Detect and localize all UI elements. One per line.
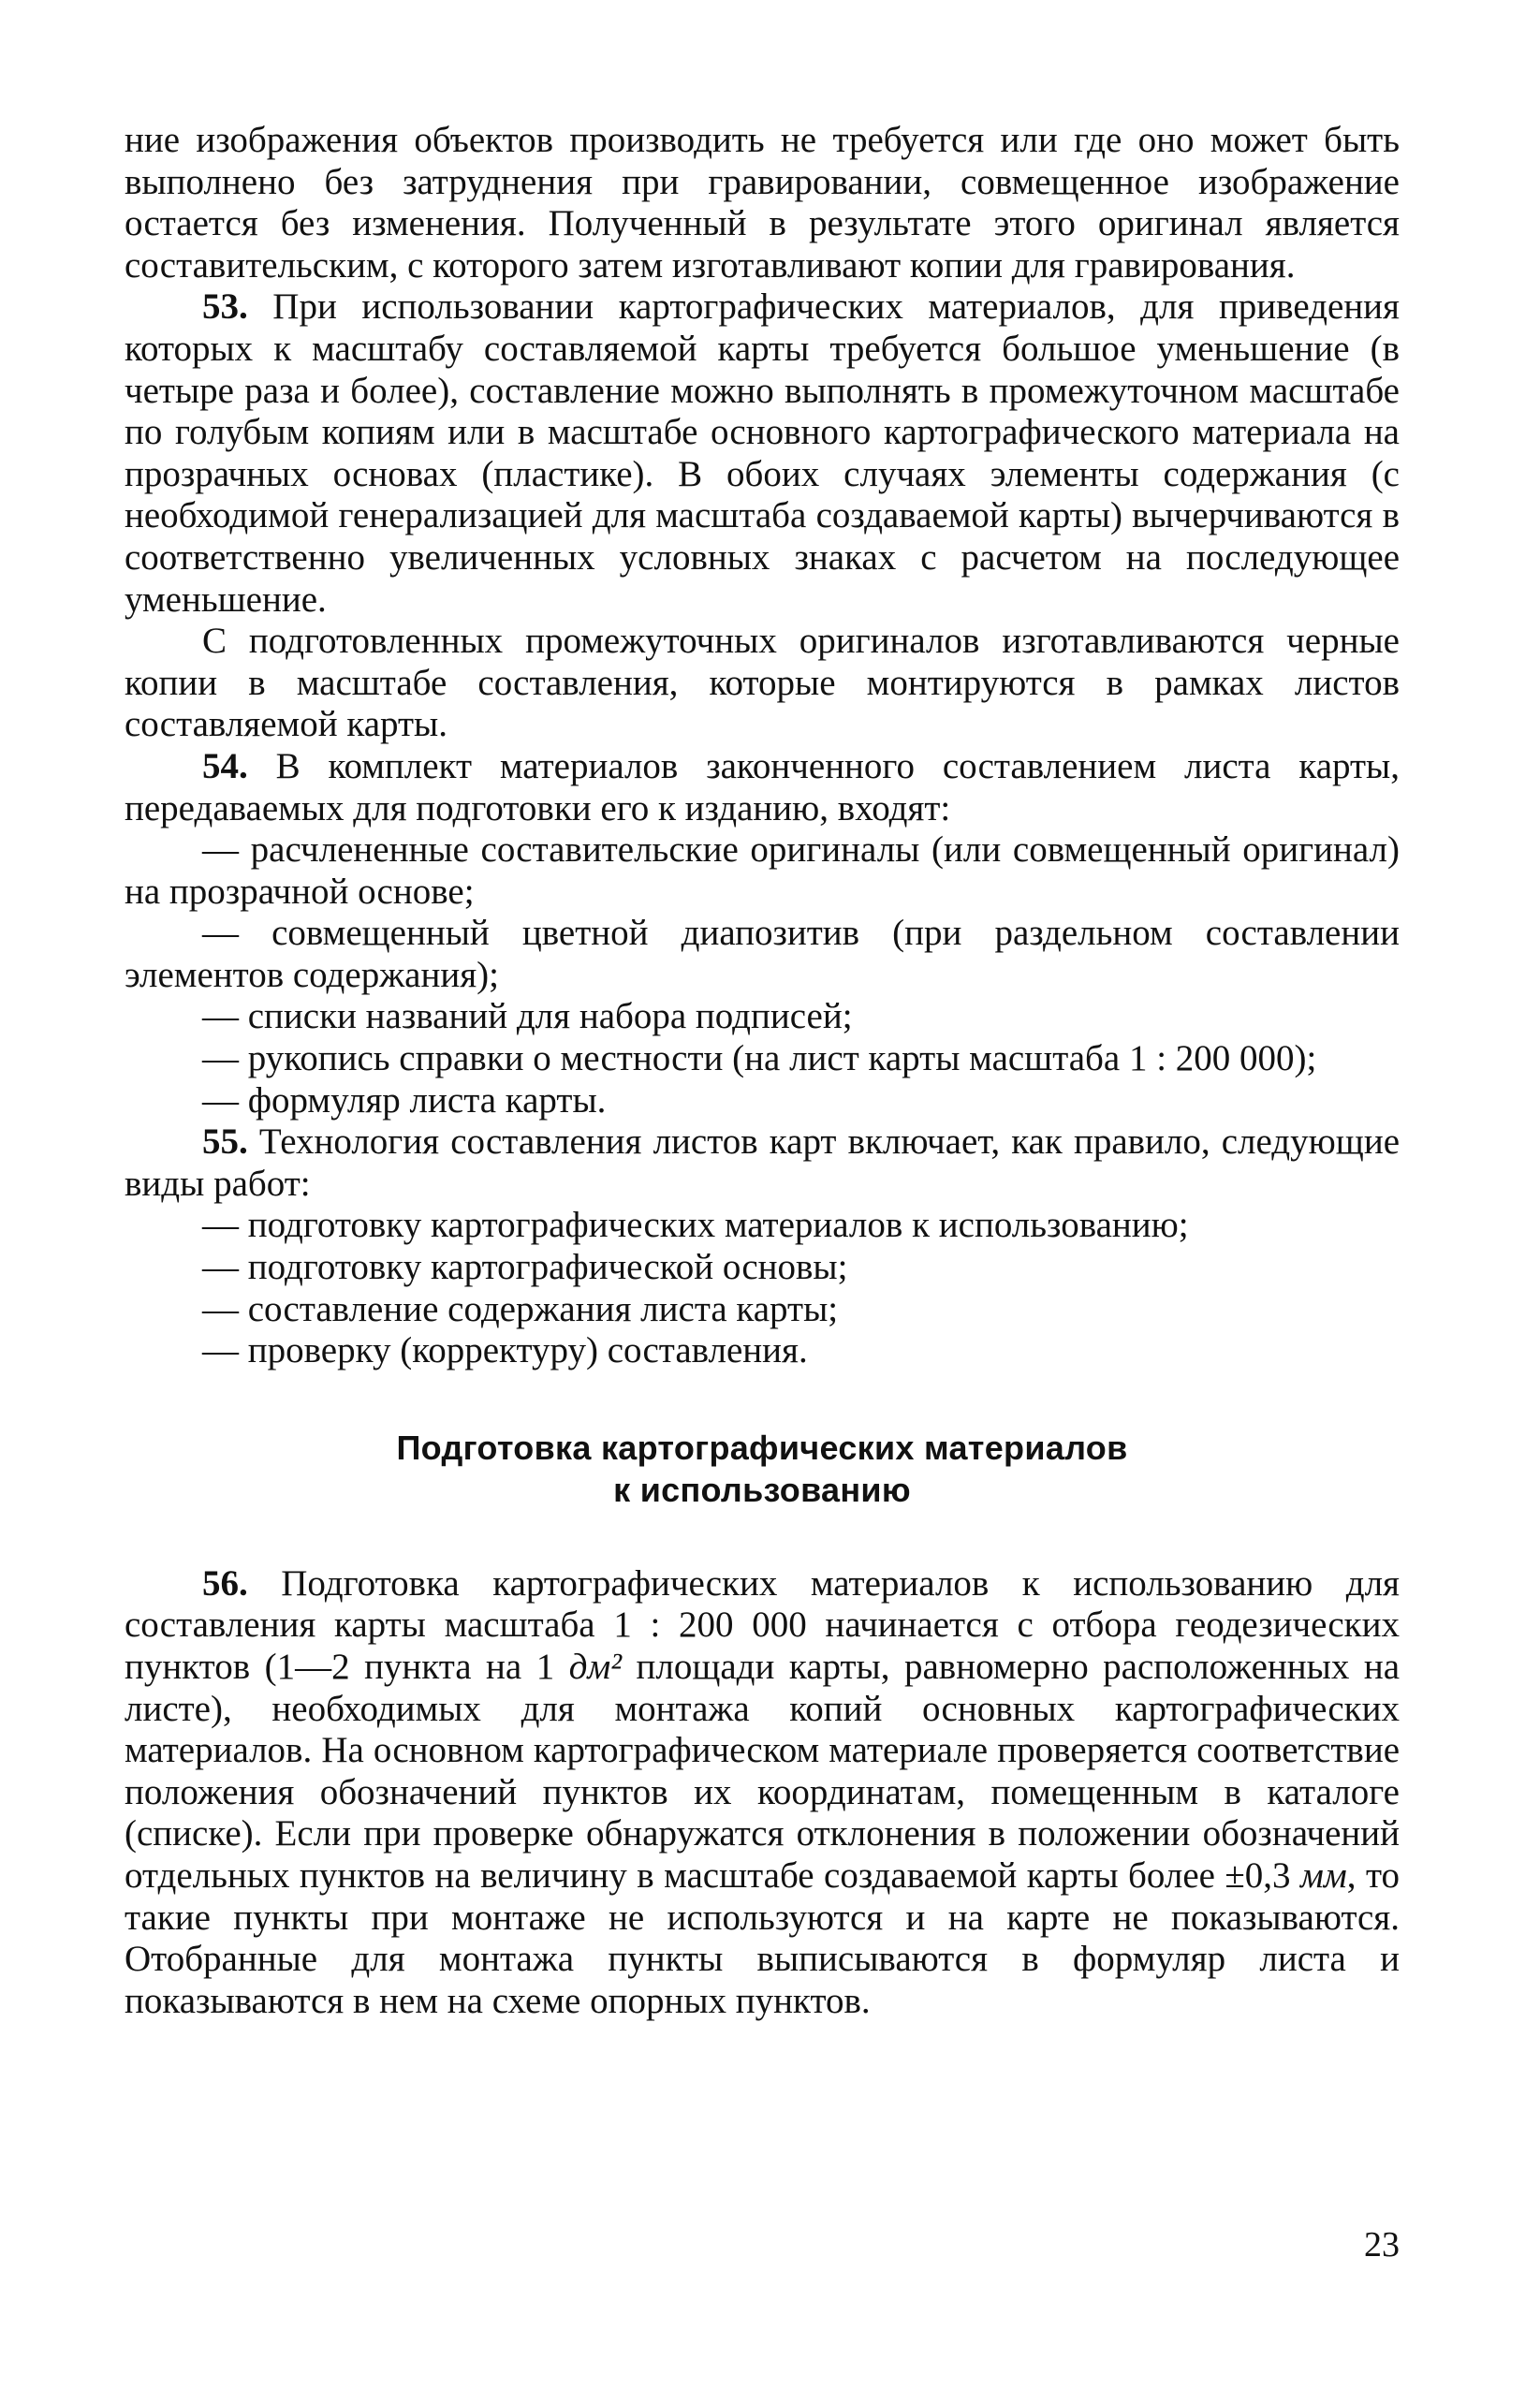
unit-label: дм² bbox=[568, 1647, 623, 1687]
paragraph-number: 56. bbox=[202, 1562, 248, 1604]
list-item: — подготовку картографической основы; bbox=[202, 1247, 848, 1288]
paragraph-intro: ние изображения объектов производить не требуется или где оно может быть выполнено без затруднения при гравировании, совмещенное изображение остается без изменения. Полученный в результате этого оригинал является составительским, с которого затем изготавливают копии для гравирования. bbox=[125, 120, 1400, 286]
unit-label: мм bbox=[1300, 1854, 1347, 1896]
paragraph-number: 55. bbox=[202, 1121, 248, 1163]
paragraph-text: При использовании картографических материалов, для приведения которых к масштабу составляемой карты требуется большое уменьшение (в четыре раза и более), составление можно выполнять в промежуточном масштабе по голубым копиям или в масштабе основного картографического материала на прозрачных основах (пластике). В обоих случаях элементы содержания (с необходимой генерализацией для масштаба создаваемой карты) вычерчиваются в соответственно увеличенных условных знаках с расчетом на последующее уменьшение. bbox=[125, 286, 1400, 620]
paragraph-number: 53. bbox=[202, 286, 248, 328]
list-item: — расчлененные составительские оригиналы (или совмещенный оригинал) на прозрачной основе; bbox=[125, 829, 1400, 912]
list-item: — списки названий для набора подписей; bbox=[202, 996, 853, 1037]
section-heading-line: к использованию bbox=[613, 1470, 911, 1509]
paragraph-55 bbox=[125, 1121, 1400, 1205]
paragraph-53 bbox=[125, 286, 1400, 621]
list-item: — формуляр листа карты. bbox=[202, 1079, 607, 1121]
list-item: — проверку (корректуру) составления. bbox=[202, 1330, 808, 1371]
paragraph-text: площади карты, равномерно расположенных на листе), необходимых для монтажа копий основных картографических материалов. На основном картографическом материале проверяется соответствие положения обозначений пунктов их координатам, помещенным в каталоге (списке). Если при проверке обнаружатся отклонения в положении обозначений отдельных пунктов на величину в масштабе создаваемой карты более ±0,3 bbox=[125, 1647, 1401, 1896]
list-item: — совмещенный цветной диапозитив (при раздельном составлении элементов содержания); bbox=[125, 913, 1400, 995]
page-number: 23 bbox=[1364, 2225, 1400, 2264]
list-item: — рукопись справки о местности (на лист карты масштаба 1 : 200 000); bbox=[202, 1038, 1317, 1079]
paragraph-53-continued: С подготовленных промежуточных оригиналов изготавливаются черные копии в масштабе составления, которые монтируются в рамках листов составляемой карты. bbox=[125, 621, 1400, 745]
paragraph-text: В комплект материалов законченного составлением листа карты, передаваемых для подготовки его к изданию, входят: bbox=[125, 745, 1400, 828]
document-page bbox=[125, 120, 1400, 2022]
paragraph-number: 54. bbox=[202, 745, 248, 786]
list-item: — составление содержания листа карты; bbox=[202, 1288, 839, 1329]
paragraph-56 bbox=[125, 1563, 1400, 2023]
section-heading bbox=[125, 1427, 1400, 1511]
list-item: — подготовку картографических материалов к использованию; bbox=[202, 1205, 1189, 1246]
paragraph-text: , то такие пункты при монтаже не используются и на карте не показываются. Отобранные для монтажа пункты выписываются в формуляр листа и показываются в нем на схеме опорных пунктов. bbox=[125, 1854, 1400, 2021]
paragraph-text: Технология составления листов карт включает, как правило, следующие виды работ: bbox=[125, 1121, 1400, 1204]
paragraph-54 bbox=[125, 746, 1400, 829]
section-heading-line: Подготовка картографических материалов bbox=[396, 1428, 1128, 1467]
paragraph-text: Подготовка картографических материалов к использованию для составления карты масштаба 1 : 200 000 начинается с отбора геодезических пунктов (1—2 пункта на 1 bbox=[125, 1562, 1400, 1687]
